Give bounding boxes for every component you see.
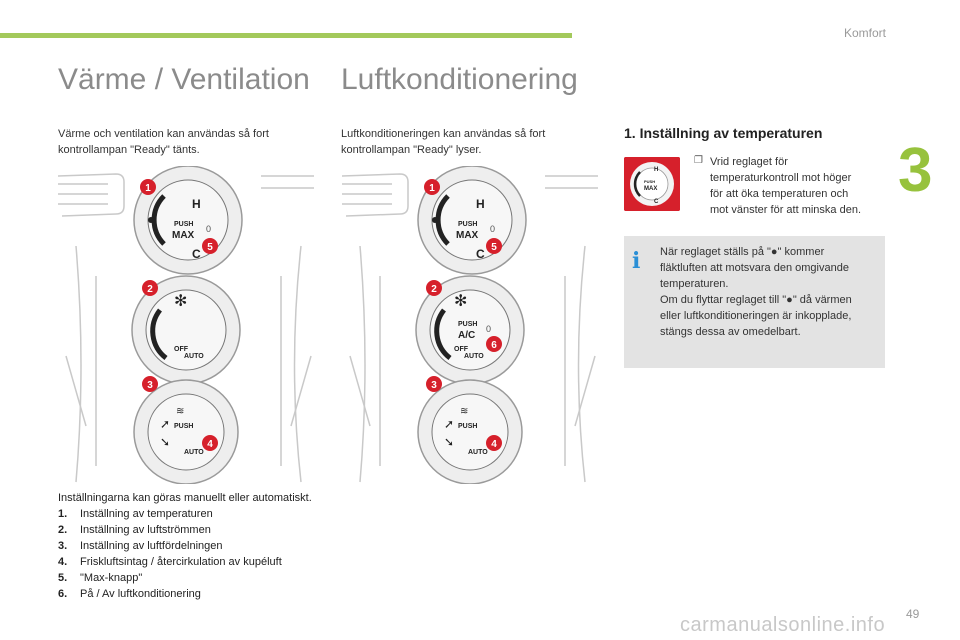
- dial3-push-label: PUSH: [458, 423, 478, 430]
- middle-title: Luftkonditionering: [341, 63, 578, 96]
- dial3-auto-label: AUTO: [468, 449, 488, 456]
- temperature-dial-icon: [624, 157, 680, 211]
- icon-push-label: PUSH: [644, 179, 656, 184]
- info-text: När reglaget ställs på "●" kommer fläktluften att motsvara den omgivande temperaturen. Om du flyttar reglaget till "●" då värmen eller luftkonditioneringen är inkopplade, stängs dessa av omedelbart.: [660, 246, 852, 338]
- fan-icon: ✻: [454, 291, 468, 310]
- dial-hot-label: H: [192, 197, 201, 211]
- chapter-number: 3: [898, 136, 933, 205]
- dial-off-label: OFF: [174, 346, 188, 353]
- fan-icon: ✻: [174, 291, 188, 310]
- callout-3: 3: [147, 380, 153, 391]
- dial-auto-label: AUTO: [464, 353, 484, 360]
- dial-max-label: MAX: [172, 230, 195, 241]
- ambient-dot: [148, 217, 154, 223]
- dial-push-label: PUSH: [458, 221, 478, 228]
- callout-5: 5: [207, 242, 213, 253]
- icon-cold-label: C: [654, 199, 659, 205]
- icon-max-label: MAX: [644, 186, 658, 192]
- header-accent-bar: [0, 33, 572, 38]
- temperature-heading: 1. Inställning av temperaturen: [624, 125, 823, 141]
- distribution-dial-knob: [432, 394, 508, 470]
- dial-cold-label: C: [192, 247, 201, 261]
- ac-panel-illustration: [340, 166, 602, 484]
- dial-off-label: OFF: [454, 346, 468, 353]
- ambient-dot: [432, 217, 438, 223]
- dial-zero-label: 0: [486, 324, 492, 334]
- callout-5: 5: [491, 242, 497, 253]
- dial-auto-label: AUTO: [184, 353, 204, 360]
- heating-panel-illustration: [56, 166, 318, 484]
- page-number: 49: [906, 607, 920, 621]
- dial-ac-label: A/C: [458, 330, 476, 341]
- temperature-instruction: Vrid reglaget för temperaturkontroll mot höger för att öka temperaturen och mot vänster för att minska den.: [710, 156, 862, 216]
- legend-item: 3. Inställning av luftfördelningen: [58, 540, 223, 552]
- middle-intro: Luftkonditioneringen kan användas så fort kontrollampan "Ready" lyser.: [341, 128, 546, 156]
- airflow-feet-icon: ➘: [160, 435, 171, 449]
- airflow-feet-icon: ➘: [444, 435, 455, 449]
- callout-4: 4: [207, 439, 213, 450]
- info-icon: i: [632, 248, 641, 274]
- airflow-face-icon: ➚: [444, 417, 455, 431]
- airflow-face-icon: ➚: [160, 417, 171, 431]
- callout-1: 1: [145, 183, 151, 194]
- callout-3: 3: [431, 380, 437, 391]
- info-box: [624, 236, 885, 368]
- dial-max-label: MAX: [456, 230, 479, 241]
- callout-6: 6: [491, 340, 497, 351]
- icon-hot-label: H: [654, 167, 659, 173]
- section-label: Komfort: [843, 26, 886, 40]
- controls-legend: [58, 490, 312, 602]
- legend-item: 2. Inställning av luftströmmen: [58, 524, 211, 536]
- dial-hot-label: H: [476, 197, 485, 211]
- bullet-checkbox-icon: ❐: [694, 155, 703, 166]
- legend-intro: Inställningarna kan göras manuellt eller automatiskt.: [58, 492, 312, 504]
- defrost-icon: ≋: [460, 406, 469, 417]
- callout-2: 2: [147, 284, 153, 295]
- dial-cold-label: C: [476, 247, 485, 261]
- legend-item: 1. Inställning av temperaturen: [58, 508, 213, 520]
- left-intro: Värme och ventilation kan användas så fort kontrollampan "Ready" tänts.: [58, 128, 269, 156]
- left-title: Värme / Ventilation: [58, 63, 310, 96]
- defrost-icon: ≋: [176, 406, 185, 417]
- dial-push-label: PUSH: [174, 221, 194, 228]
- legend-item: 5. "Max-knapp": [58, 572, 143, 584]
- callout-1: 1: [429, 183, 435, 194]
- dial-zero-label: 0: [490, 224, 496, 234]
- watermark: carmanualsonline.info: [680, 614, 886, 636]
- dial3-auto-label: AUTO: [184, 449, 204, 456]
- callout-4: 4: [491, 439, 497, 450]
- distribution-dial-knob: [148, 394, 224, 470]
- callout-2: 2: [431, 284, 437, 295]
- legend-item: 4. Friskluftsintag / återcirkulation av kupéluft: [58, 556, 282, 568]
- legend-item: 6. På / Av luftkonditionering: [58, 588, 201, 600]
- dial-zero-label: 0: [206, 224, 212, 234]
- dial-push-label: PUSH: [458, 321, 478, 328]
- dial3-push-label: PUSH: [174, 423, 194, 430]
